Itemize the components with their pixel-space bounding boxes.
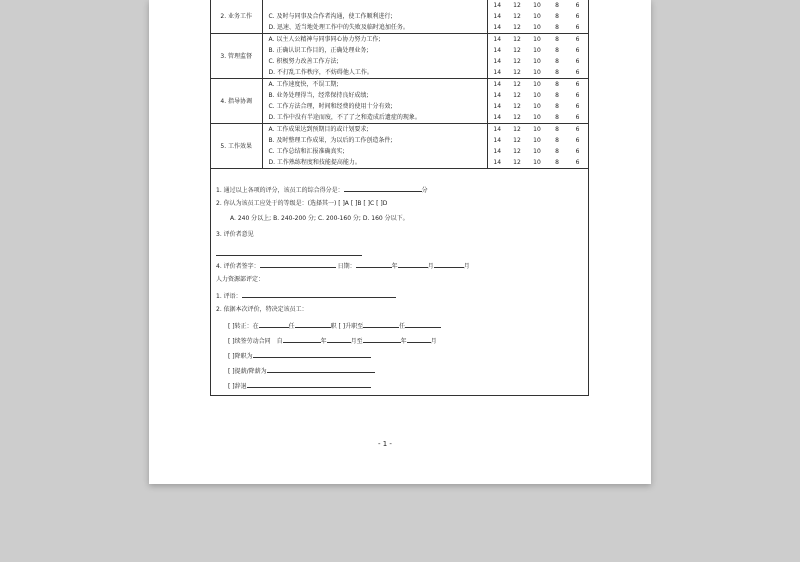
score-cell[interactable]: 8 xyxy=(555,92,559,99)
score-cell[interactable]: 12 xyxy=(507,67,527,79)
score-cell[interactable]: 14 xyxy=(493,126,502,133)
table-row xyxy=(211,112,588,124)
score-cell[interactable]: 14 xyxy=(493,137,502,144)
table-row xyxy=(211,135,588,146)
option-dismiss[interactable]: [ ]辞退 xyxy=(228,380,371,390)
signature-line: 4. 评价者签字： 日期： 年 月 月 xyxy=(216,260,470,270)
score-cell[interactable]: 12 xyxy=(513,47,521,54)
hr-decision-label: 2. 依据本次评价，特决定该员工： xyxy=(216,306,308,313)
criterion-text: B. 正确认识工作目的，正确处理业务; xyxy=(262,45,487,56)
category-label: 3. 管理监督 xyxy=(211,34,262,79)
score-cell[interactable]: 10 xyxy=(533,103,541,110)
category-label: 5. 工作效果 xyxy=(211,124,262,169)
table-row xyxy=(211,0,588,11)
table-row xyxy=(211,79,588,91)
score-cell[interactable]: 6 xyxy=(575,58,580,65)
score-cell[interactable]: 8 xyxy=(547,157,567,169)
score-cell[interactable]: 12 xyxy=(513,148,521,155)
score-cell[interactable]: 6 xyxy=(567,22,588,34)
score-cell[interactable]: 14 xyxy=(493,2,502,9)
score-cell[interactable]: 12 xyxy=(513,58,521,65)
criterion-text: A. 工作成果达到预期目的或计划要求; xyxy=(262,124,487,136)
table-row xyxy=(211,67,588,79)
score-cell[interactable]: 12 xyxy=(507,157,527,169)
criterion-text: D. 工作中没有半途而废，不了了之和造成后遗症的现象。 xyxy=(262,112,487,124)
score-cell[interactable]: 10 xyxy=(527,67,547,79)
score-cell[interactable]: 14 xyxy=(493,103,502,110)
criterion-text: A. 以主人公精神与同事同心协力努力工作; xyxy=(262,34,487,46)
score-cell[interactable]: 6 xyxy=(575,47,580,54)
score-cell[interactable]: 10 xyxy=(533,47,541,54)
criterion-text: C. 工作总结和汇报准确真实; xyxy=(262,146,487,157)
signature-field[interactable] xyxy=(260,260,336,268)
hr-heading: 人力资源部评定： xyxy=(216,276,265,283)
table-row xyxy=(211,22,588,34)
table-row xyxy=(211,11,588,22)
score-cell[interactable]: 6 xyxy=(575,103,580,110)
score-cell[interactable]: 8 xyxy=(555,148,559,155)
score-cell[interactable]: 10 xyxy=(527,22,547,34)
grade-options: A. 240 分以上; B. 240-200 分; C. 200-160 分; D. 160 分以下。 xyxy=(230,215,409,222)
total-score-line: 1. 通过以上各项的评分，该员工的综合得分是： 分 xyxy=(216,184,428,194)
table-row xyxy=(211,90,588,101)
option-renew-contract[interactable]: [ ]续签劳动合同 自 年 月至 年 月 xyxy=(228,335,437,345)
score-cell[interactable]: 6 xyxy=(567,67,588,79)
score-cell[interactable]: 6 xyxy=(575,2,580,9)
table-row xyxy=(211,146,588,157)
option-regularize[interactable]: [ ]转正：在 任 职 [ ]升职至 任 xyxy=(228,320,441,330)
criterion-text: C. 及时与同事及合作者沟通，使工作顺利进行; xyxy=(262,11,487,22)
score-cell[interactable]: 14 xyxy=(493,13,502,20)
criterion-text: D. 迅速、适当地处理工作中的失败及临时追加任务。 xyxy=(262,22,487,34)
table-row xyxy=(211,45,588,56)
score-cell[interactable]: 12 xyxy=(513,92,521,99)
score-cell[interactable]: 12 xyxy=(513,2,521,9)
score-cell[interactable]: 8 xyxy=(555,13,559,20)
document-page xyxy=(149,0,651,484)
date-month-field[interactable] xyxy=(398,260,428,268)
grade-question: 2. 你认为该员工应处于的等级是：(选择其一) [ ]A [ ]B [ ]C [ ]D xyxy=(216,200,388,207)
table-row xyxy=(211,101,588,112)
score-cell[interactable]: 8 xyxy=(555,2,559,9)
score-cell[interactable]: 12 xyxy=(513,36,521,43)
score-cell[interactable]: 14 xyxy=(493,36,502,43)
score-cell[interactable]: 8 xyxy=(555,103,559,110)
score-cell[interactable]: 10 xyxy=(533,2,541,9)
score-cell[interactable]: 14 xyxy=(487,22,507,34)
score-cell[interactable]: 8 xyxy=(547,67,567,79)
score-cell[interactable]: 8 xyxy=(555,58,559,65)
score-cell[interactable]: 14 xyxy=(493,81,502,88)
score-cell[interactable]: 10 xyxy=(527,112,547,124)
criterion-text: B. 业务处理得当，经常保持良好成绩; xyxy=(262,90,487,101)
score-cell[interactable]: 10 xyxy=(533,137,541,144)
table-row xyxy=(211,157,588,169)
score-cell[interactable]: 6 xyxy=(567,112,588,124)
criterion-text: A. 工作速度快，不误工期; xyxy=(262,79,487,91)
score-cell[interactable]: 12 xyxy=(513,126,521,133)
score-cell[interactable]: 10 xyxy=(533,148,541,155)
score-table xyxy=(211,0,588,169)
score-cell[interactable]: 10 xyxy=(533,126,541,133)
score-cell[interactable]: 6 xyxy=(575,126,580,133)
option-salary-change[interactable]: [ ]提薪/降薪为 xyxy=(228,365,375,375)
score-cell[interactable]: 14 xyxy=(487,67,507,79)
score-cell[interactable]: 6 xyxy=(575,81,580,88)
score-cell[interactable]: 14 xyxy=(493,58,502,65)
score-cell[interactable]: 12 xyxy=(513,13,521,20)
criterion-text: B. 及时整理工作成果，为以后的工作创造条件; xyxy=(262,135,487,146)
score-cell[interactable]: 6 xyxy=(575,36,580,43)
score-cell[interactable]: 12 xyxy=(507,112,527,124)
option-demote[interactable]: [ ]降职为 xyxy=(228,350,371,360)
criterion-text: D. 工作熟练程度和技能提高能力。 xyxy=(262,157,487,169)
criterion-text: C. 工作方法合理，时间和经费的使用十分有效; xyxy=(262,101,487,112)
evaluator-opinion-label: 3. 评价者意见 xyxy=(216,231,254,238)
date-year-field[interactable] xyxy=(356,260,392,268)
hr-comment-field[interactable] xyxy=(242,290,396,298)
score-cell[interactable]: 6 xyxy=(575,92,580,99)
date-day-field[interactable] xyxy=(434,260,464,268)
score-cell[interactable]: 8 xyxy=(555,47,559,54)
score-cell[interactable]: 6 xyxy=(567,157,588,169)
score-cell[interactable]: 14 xyxy=(493,47,502,54)
score-cell[interactable]: 14 xyxy=(493,92,502,99)
score-cell[interactable]: 6 xyxy=(575,137,580,144)
score-cell[interactable]: 14 xyxy=(487,157,507,169)
score-cell[interactable]: 6 xyxy=(575,13,580,20)
category-label: 4. 指导协调 xyxy=(211,79,262,124)
score-cell[interactable]: 8 xyxy=(555,81,559,88)
score-cell[interactable]: 12 xyxy=(513,103,521,110)
criterion-text: C. 积极努力改善工作方法; xyxy=(262,56,487,67)
criterion-text xyxy=(262,0,487,11)
score-cell[interactable]: 8 xyxy=(547,112,567,124)
score-cell[interactable]: 8 xyxy=(547,22,567,34)
score-cell[interactable]: 12 xyxy=(513,81,521,88)
table-row xyxy=(211,34,588,46)
score-cell[interactable]: 8 xyxy=(555,36,559,43)
criterion-text: D. 不打乱工作秩序，不妨碍他人工作。 xyxy=(262,67,487,79)
score-cell[interactable]: 10 xyxy=(533,92,541,99)
page-number: - 1 - xyxy=(378,440,392,448)
score-cell[interactable]: 10 xyxy=(533,81,541,88)
score-cell[interactable]: 8 xyxy=(555,126,559,133)
table-row xyxy=(211,56,588,67)
table-row xyxy=(211,124,588,136)
hr-comment-line: 1. 评语： xyxy=(216,290,396,300)
score-cell[interactable]: 14 xyxy=(493,148,502,155)
score-cell[interactable]: 10 xyxy=(533,36,541,43)
score-cell[interactable]: 14 xyxy=(487,112,507,124)
score-cell[interactable]: 10 xyxy=(527,157,547,169)
total-score-field[interactable] xyxy=(344,184,422,192)
score-cell[interactable]: 12 xyxy=(513,137,521,144)
score-cell[interactable]: 10 xyxy=(533,13,541,20)
score-cell[interactable]: 12 xyxy=(507,22,527,34)
score-cell[interactable]: 10 xyxy=(533,58,541,65)
evaluation-form-frame xyxy=(210,0,589,396)
opinion-line[interactable] xyxy=(216,248,362,258)
score-cell[interactable]: 6 xyxy=(575,148,580,155)
score-cell[interactable]: 8 xyxy=(555,137,559,144)
category-label: 2. 业务工作 xyxy=(211,0,262,34)
